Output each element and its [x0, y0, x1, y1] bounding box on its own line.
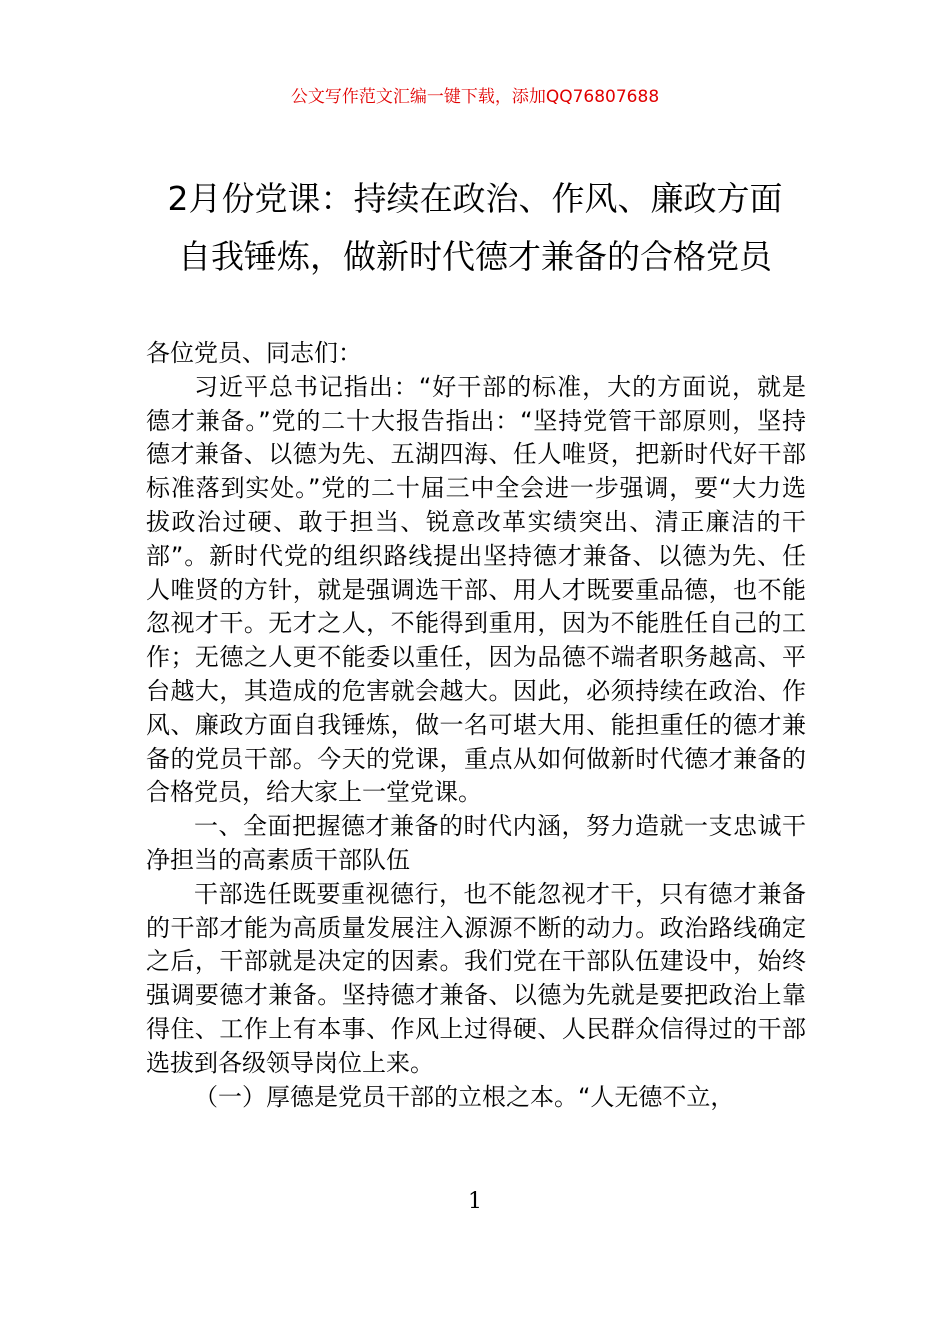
header-note: 公文写作范文汇编一键下载，添加QQ76807688: [290, 87, 660, 107]
salutation: 各位党员、同志们：: [146, 339, 362, 367]
paragraph-section-1: 干部选任既要重视德行，也不能忽视才干，只有德才兼备的干部才能为高质量发展注入源源不断的动力。政治路线确定之后，干部就是决定的因素。我们党在干部队伍建设中，始终强调要德才兼备。坚持德才兼备、以德为先就是要把政治上靠得住、工作上有本事、作风上过得硬、人民群众信得过的干部选拔到各级领导岗位上来。: [146, 879, 806, 1077]
section-heading-1: 一、全面把握德才兼备的时代内涵，努力造就一支忠诚干净担当的高素质干部队伍: [146, 812, 806, 874]
title-line-1: 2月份党课：持续在政治、作风、廉政方面: [167, 179, 783, 218]
subsection-heading-1: （一）厚德是党员干部的立根之本。“人无德不立，: [194, 1082, 735, 1111]
paragraph-intro: 习近平总书记指出：“好干部的标准，大的方面说，就是德才兼备。”党的二十大报告指出：“坚持党管干部原则，坚持德才兼备、以德为先、五湖四海、任人唯贤，把新时代好干部标准落到实处。”党的二十届三中全会进一步强调，要“大力选拔政治过硬、敢于担当、锐意改革实绩突出、清正廉洁的干部”。新时代党的组织路线提出坚持德才兼备、以德为先、任人唯贤的方针，就是强调选干部、用人才既要重品德，也不能忽视才干。无才之人，不能得到重用，因为不能胜任自己的工作；无德之人更不能委以重任，因为品德不端者职务越高、平台越大，其造成的危害就会越大。因此，必须持续在政治、作风、廉政方面自我锤炼，做一名可堪大用、能担重任的德才兼备的党员干部。今天的党课，重点从如何做新时代德才兼备的合格党员，给大家上一堂党课。: [146, 372, 806, 807]
document-body: [146, 337, 806, 1114]
document-title: [120, 170, 830, 286]
page-number: 1: [468, 1189, 482, 1214]
title-line-2: 自我锤炼，做新时代德才兼备的合格党员: [178, 237, 772, 276]
